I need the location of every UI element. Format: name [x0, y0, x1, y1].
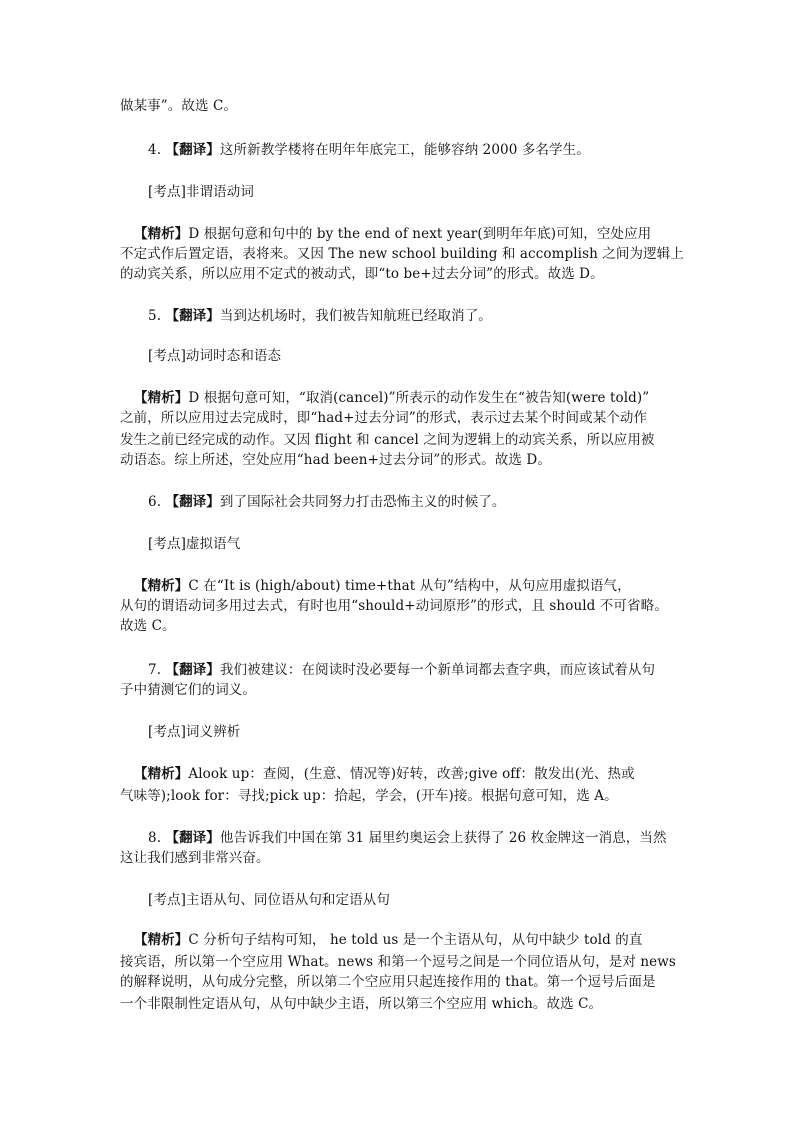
question-8-translation-cont: 这让我们感到非常兴奋。 [120, 850, 270, 866]
question-5-analysis-line: 【精析】D 根据句意可知，“取消(cancel)”所表示的动作发生在“被告知(were told)” [134, 390, 650, 406]
section-marker: 【翻译】 [165, 494, 220, 510]
question-6-analysis-line: 【精析】C 在“It is (high/about) time+that 从句”结构中，从句应用虚拟语气， [134, 578, 631, 594]
question-6-translation: 6. 【翻译】到了国际社会共同努力打击恐怖主义的时候了。 [148, 494, 506, 510]
question-7-analysis-line: 气味等);look for：寻找;pick up：拾起，学会，(开车)接。根据句意可知，选 A。 [120, 788, 618, 804]
question-7-translation: 7. 【翻译】我们被建议：在阅读时没必要每一个新单词都去查字典，而应该试着从句 [148, 662, 656, 678]
question-4-topic: [考点]非谓语动词 [148, 184, 254, 200]
question-8-topic: [考点]主语从句、同位语从句和定语从句 [148, 892, 390, 908]
question-4-analysis-line: 的动宾关系，所以应用不定式的被动式，即“to be+过去分词”的形式。故选 D。 [120, 266, 604, 282]
question-4-translation: 4. 【翻译】这所新教学楼将在明年年底完工，能够容纳 2000 多名学生。 [148, 142, 590, 158]
question-6-analysis-line: 从句的谓语动词多用过去式，有时也用“should+动词原形”的形式，且 should 不可省略。 [120, 598, 668, 614]
section-marker: 【精析】 [134, 390, 189, 406]
question-8-analysis-line: 接宾语，所以第一个空应用 What。news 和第一个逗号之间是一个同位语从句，是对 news [120, 954, 676, 970]
question-5-topic: [考点]动词时态和语态 [148, 348, 282, 364]
section-marker: 【精析】 [134, 578, 189, 594]
text-line: 做某事”。故选 C。 [120, 98, 238, 114]
question-5-analysis-line: 动语态。综上所述，空处应用“had been+过去分词”的形式。故选 D。 [120, 452, 551, 468]
question-6-analysis-line: 故选 C。 [120, 618, 176, 634]
question-5-analysis-line: 之前，所以应用过去完成时，即“had+过去分词”的形式，表示过去某个时间或某个动作 [120, 410, 648, 426]
section-marker: 【翻译】 [165, 662, 220, 678]
question-5-analysis-line: 发生之前已经完成的动作。又因 flight 和 cancel 之间为逻辑上的动宾关系，所以应用被 [120, 432, 655, 448]
section-marker: 【翻译】 [165, 308, 220, 324]
question-8-analysis-line: 【精析】C 分析句子结构可知， he told us 是一个主语从句，从句中缺少 told 的直 [134, 932, 643, 948]
section-marker: 【精析】 [134, 932, 189, 948]
question-8-translation: 8. 【翻译】他告诉我们中国在第 31 届里约奥运会上获得了 26 枚金牌这一消息，当然 [148, 830, 667, 846]
section-marker: 【精析】 [134, 766, 189, 782]
question-7-topic: [考点]词义辨析 [148, 724, 241, 740]
section-marker: 【翻译】 [165, 142, 220, 158]
question-7-analysis-line: 【精析】Alook up：查阅，(生意、情况等)好转，改善;give off：散发出(光、热或 [134, 766, 635, 782]
question-7-translation-cont: 子中猜测它们的词义。 [120, 682, 256, 698]
question-5-translation: 5. 【翻译】当到达机场时，我们被告知航班已经取消了。 [148, 308, 492, 324]
question-8-analysis-line: 一个非限制性定语从句，从句中缺少主语，所以第三个空应用 which。故选 C。 [120, 996, 603, 1012]
section-marker: 【翻译】 [165, 830, 220, 846]
question-4-analysis-line: 不定式作后置定语，表将来。又因 The new school building 和 accomplish 之间为逻辑上 [120, 246, 684, 262]
question-8-analysis-line: 的解释说明，从句成分完整，所以第二个空应用只起连接作用的 that。第一个逗号后面是 [120, 974, 656, 990]
section-marker: 【精析】 [134, 226, 189, 242]
question-4-analysis-line: 【精析】D 根据句意和句中的 by the end of next year(到明年年底)可知，空处应用 [134, 226, 652, 242]
question-6-topic: [考点]虚拟语气 [148, 536, 241, 552]
